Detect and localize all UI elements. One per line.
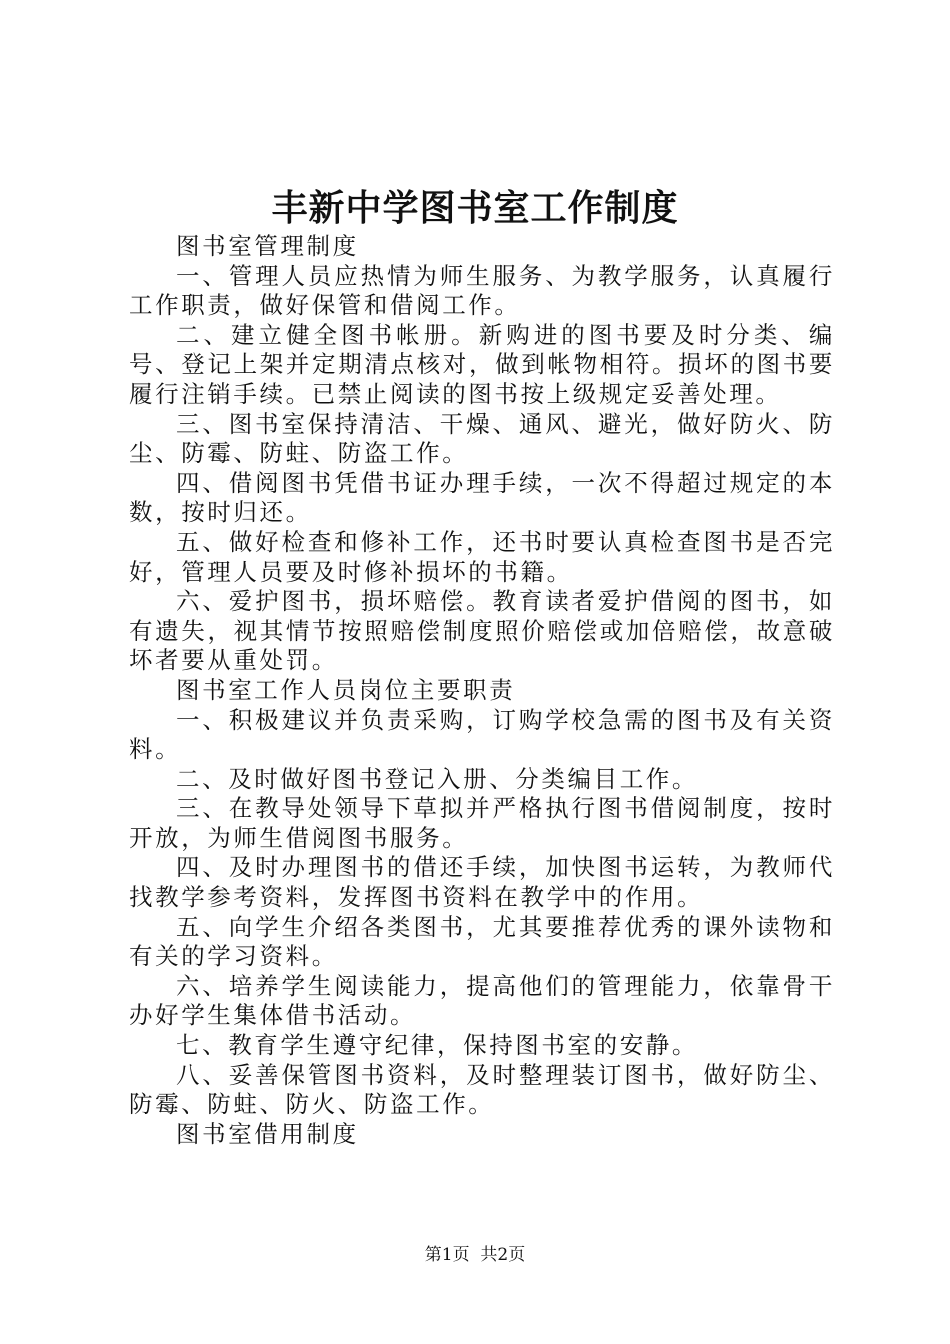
section-heading-borrowing: 图书室借用制度 [176,1119,359,1148]
paragraph: 一、积极建议并负责采购，订购学校急需的图书及有关资料。 [129,705,835,764]
paragraph: 三、图书室保持清洁、干燥、通风、避光，做好防火、防尘、防霉、防蛀、防盗工作。 [129,409,835,468]
paragraph: 六、爱护图书，损坏赔偿。教育读者爱护借阅的图书，如有遗失，视其情节按照赔偿制度照价赔偿或加倍赔偿，故意破坏者要从重处罚。 [129,587,835,675]
paragraph: 四、借阅图书凭借书证办理手续，一次不得超过规定的本数，按时归还。 [129,468,835,527]
document-body [129,232,835,1149]
paragraph: 七、教育学生遵守纪律，保持图书室的安静。 [176,1031,698,1060]
paragraph: 八、妥善保管图书资料，及时整理装订图书，做好防尘、防霉、防蛀、防火、防盗工作。 [129,1060,835,1119]
paragraph: 三、在教导处领导下草拟并严格执行图书借阅制度，按时开放，为师生借阅图书服务。 [129,794,835,852]
section-heading-duties: 图书室工作人员岗位主要职责 [176,675,516,704]
paragraph: 二、及时做好图书登记入册、分类编目工作。 [176,764,698,793]
paragraph: 五、向学生介绍各类图书，尤其要推荐优秀的课外读物和有关的学习资料。 [129,912,835,971]
paragraph: 五、做好检查和修补工作，还书时要认真检查图书是否完好，管理人员要及时修补损坏的书籍。 [129,527,835,586]
document-title: 丰新中学图书室工作制度 [271,187,679,229]
paragraph: 二、建立健全图书帐册。新购进的图书要及时分类、编号、登记上架并定期清点核对，做到帐物相符。损坏的图书要履行注销手续。已禁止阅读的图书按上级规定妥善处理。 [129,320,835,408]
page-footer [0,1243,950,1267]
paragraph: 一、管理人员应热情为师生服务、为教学服务，认真履行工作职责，做好保管和借阅工作。 [129,261,835,320]
section-heading-management: 图书室管理制度 [176,232,359,260]
paragraph: 六、培养学生阅读能力，提高他们的管理能力，依靠骨干办好学生集体借书活动。 [129,971,835,1030]
page-number: 第1页 共2页 [424,1245,526,1265]
paragraph: 四、及时办理图书的借还手续，加快图书运转，为教师代找教学参考资料，发挥图书资料在教学中的作用。 [129,853,835,912]
